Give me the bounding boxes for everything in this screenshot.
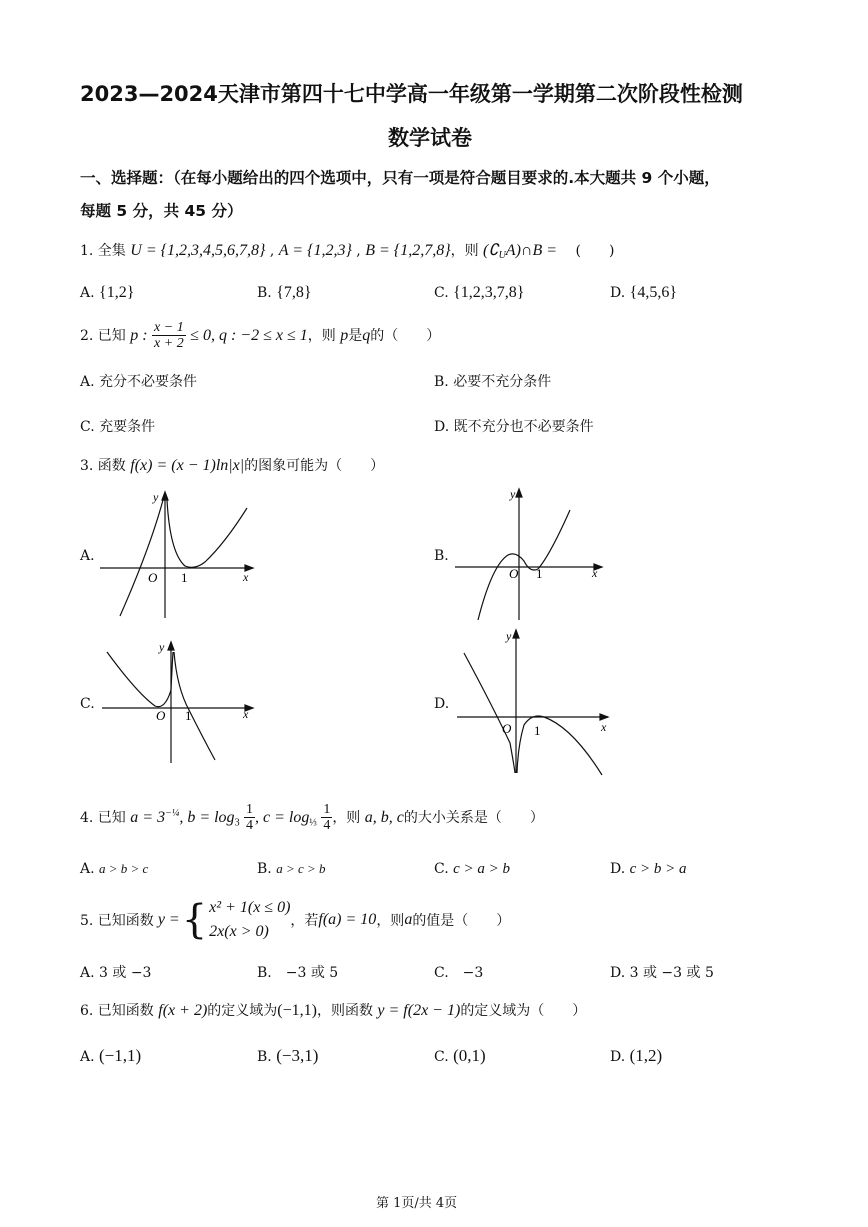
q5-cases	[209, 896, 290, 944]
q3-graph-b-x-label: x	[592, 566, 598, 580]
q1-option-b-label: B.	[257, 285, 272, 301]
q5-tail: 的值是（ ）	[412, 913, 511, 929]
q3-graph-c-y-label: y	[159, 640, 165, 654]
q2-stem	[80, 320, 440, 352]
q1-answer-paren: ( )	[575, 243, 615, 259]
q4-tail: 的大小关系是（ ）	[403, 809, 544, 826]
q1-set-b: B = {1,2,7,8}	[365, 242, 451, 259]
q4-option-b[interactable]	[257, 861, 326, 877]
q6-tail: 的定义域为（ ）	[460, 1003, 587, 1019]
q2-frac-den: x + 2	[154, 336, 184, 352]
q6-then-function: ，则函数	[316, 1003, 373, 1019]
q3-graph-a-x-label: x	[243, 570, 249, 584]
q2-option-d[interactable]: D. 既不充分也不必要条件	[434, 419, 594, 435]
q1-option-d[interactable]	[610, 284, 677, 302]
q5-brace: {	[181, 897, 208, 943]
q3-graph-d-y-arrow	[513, 630, 519, 638]
q4-option-d-value: c > b > a	[629, 861, 687, 877]
q5-if: ，若	[290, 913, 319, 929]
q2-option-a[interactable]: A. 充分不必要条件	[80, 374, 198, 390]
q1-option-d-label: D.	[610, 285, 626, 301]
q3-graph-b-one: 1	[536, 566, 543, 581]
q3-graph-c-y-arrow	[168, 642, 174, 650]
q6-option-a[interactable]	[80, 1046, 141, 1066]
q2-frac-num: x − 1	[154, 320, 184, 335]
q4-option-c-value: c > a > b	[453, 861, 511, 877]
q3-graph-b-y-label: y	[510, 487, 516, 501]
q6-domain-of: 的定义域为	[207, 1003, 278, 1019]
q5-option-d[interactable]: D. 3 或 −3 或 5	[610, 965, 714, 981]
q6-option-c-label: C.	[434, 1049, 449, 1065]
q3-graph-c-one: 1	[185, 708, 192, 723]
q3-graph-a-y-arrow	[162, 492, 168, 500]
q1-option-d-value: {4,5,6}	[629, 284, 677, 301]
q6-label: 6. 已知函数	[80, 1003, 154, 1019]
q6-option-a-label: A.	[80, 1049, 95, 1065]
q2-paren: 的（ ）	[370, 327, 441, 344]
q1-option-a[interactable]	[80, 284, 134, 302]
q4-option-d[interactable]	[610, 861, 687, 878]
q3-graph-a-left-curve	[120, 500, 163, 616]
q3-function: f(x) = (x − 1)ln|x|	[130, 457, 245, 474]
q2-fraction	[152, 320, 186, 352]
q3-graph-c-right-curve	[174, 652, 215, 760]
q3-graph-b[interactable]	[450, 485, 610, 625]
q4-b: , b = log	[179, 808, 235, 826]
q1-expr-rest: A)∩B =	[505, 242, 558, 259]
q4-option-d-label: D.	[610, 861, 626, 877]
q1-option-a-label: A.	[80, 285, 95, 301]
q3-graph-d-origin: O	[502, 721, 512, 736]
q4-option-a-value: a > b > c	[99, 861, 149, 876]
q3-graph-d[interactable]	[452, 625, 617, 777]
q5-label: 5. 已知函数	[80, 913, 154, 929]
q2-condition: ≤ 0, q : −2 ≤ x ≤ 1	[190, 326, 308, 344]
q6-f2: y = f(2x − 1)	[377, 1002, 461, 1019]
q1-option-a-value: {1,2}	[99, 284, 135, 301]
page-footer: 第 1页/共 4页	[376, 1196, 458, 1211]
q3-option-d[interactable]: D.	[434, 696, 450, 712]
q6-option-b-value: (−3,1)	[276, 1046, 319, 1065]
q2-p: p :	[130, 326, 148, 344]
q2-p-ref: p	[340, 326, 349, 344]
q5-option-b[interactable]: B. −3 或 5	[257, 965, 339, 981]
q6-option-b[interactable]	[257, 1046, 318, 1066]
q3-graph-c-origin: O	[156, 708, 166, 723]
q1-option-c-value: {1,2,3,7,8}	[453, 284, 525, 301]
q5-a: a	[404, 911, 413, 928]
q5-fa: f(a) = 10	[318, 911, 377, 928]
q3-option-b[interactable]: B.	[434, 548, 449, 564]
q4-a-exp: −¼	[165, 808, 180, 820]
q3-graph-c[interactable]	[97, 638, 262, 768]
exam-title-line1: 2023—2024天津市第四十七中学高一年级第一学期第二次阶段性检测	[80, 82, 743, 106]
q3-graph-d-left-curve	[464, 653, 515, 773]
q4-a: a = 3	[130, 808, 166, 826]
q3-option-c[interactable]: C.	[80, 696, 95, 712]
q3-stem	[80, 455, 384, 475]
q6-option-d[interactable]	[610, 1046, 662, 1066]
q6-domain: (−1,1)	[277, 1002, 317, 1019]
q1-stem: 1. 全集 U = {1,2,3,4,5,6,7,8} , A = {1,2,3} , B = {1,2,7,8}，则 $(∁_UA)\cap B$ = ( )	[80, 242, 615, 261]
q3-graph-a-right-curve	[167, 500, 247, 567]
q6-option-d-value: (1,2)	[629, 1046, 663, 1065]
q3-graph-c-x-label: x	[243, 707, 249, 721]
q5-option-a[interactable]: A. 3 或 −3	[80, 965, 152, 981]
q3-graph-a-y-label: y	[153, 490, 159, 504]
q3-graph-d-right-curve	[517, 716, 602, 775]
section-heading-line1: 一、选择题：（在每小题给出的四个选项中，只有一项是符合题目要求的.本大题共 9 个小题，	[80, 169, 720, 187]
q4-b-frac	[244, 802, 255, 834]
q6-stem	[80, 1000, 586, 1020]
q5-case2: 2x(x > 0)	[209, 923, 269, 940]
q1-option-b-value: {7,8}	[276, 284, 312, 301]
q4-b-den: 4	[246, 818, 254, 834]
q4-option-a[interactable]	[80, 861, 148, 877]
q3-graph-b-curve	[478, 510, 570, 620]
q4-b-num: 1	[246, 802, 254, 817]
q4-c-num: 1	[323, 802, 331, 817]
q1-expr-complement: (∁	[483, 242, 499, 259]
q2-label: 2. 已知	[80, 327, 126, 344]
q4-abc: a, b, c	[364, 808, 404, 826]
q3-graph-d-one: 1	[534, 723, 541, 738]
q1-option-c-label: C.	[434, 285, 449, 301]
q5-stem	[80, 894, 510, 946]
q3-graph-d-y-label: y	[506, 629, 512, 643]
q4-option-a-label: A.	[80, 861, 95, 877]
q4-stem	[80, 802, 544, 834]
q5-y: y =	[157, 911, 180, 928]
q1-set-a: A = {1,2,3}	[278, 242, 352, 259]
q3-graph-c-left-curve	[107, 652, 173, 707]
q6-option-c-value: (0,1)	[453, 1046, 486, 1065]
q2-is: 是	[348, 327, 363, 344]
q4-option-c-label: C.	[434, 861, 449, 877]
q4-label: 4. 已知	[80, 809, 126, 826]
q4-c-base: ⅓	[309, 817, 317, 829]
q1-set-u: U = {1,2,3,4,5,6,7,8}	[130, 242, 266, 259]
q3-graph-a[interactable]	[95, 488, 260, 623]
q6-f1: f(x + 2)	[158, 1002, 208, 1019]
q3-label: 3. 函数	[80, 458, 126, 474]
q2-option-b[interactable]: B. 必要不充分条件	[434, 374, 552, 390]
q1-label: 1. 全集	[80, 243, 126, 259]
q2-q-ref: q	[362, 326, 371, 344]
q6-option-b-label: B.	[257, 1049, 272, 1065]
exam-title-line2: 数学试卷	[388, 126, 472, 150]
q4-c: , c = log	[255, 808, 310, 826]
q4-b-base: 3	[234, 817, 240, 829]
q5-then: ，则	[376, 913, 405, 929]
q6-option-d-label: D.	[610, 1049, 626, 1065]
q2-option-c[interactable]: C. 充要条件	[80, 419, 156, 435]
q3-tail: 的图象可能为（ ）	[244, 458, 385, 474]
q3-option-a[interactable]: A.	[80, 548, 95, 564]
q3-graph-d-x-label: x	[601, 720, 607, 734]
q3-graph-a-one: 1	[181, 570, 188, 585]
q6-option-c[interactable]	[434, 1046, 486, 1066]
q1-option-c[interactable]	[434, 284, 524, 302]
q4-then: ，则	[332, 809, 361, 826]
q2-then: ，则	[307, 327, 336, 344]
q3-graph-a-origin: O	[148, 570, 158, 585]
q1-option-b[interactable]	[257, 284, 312, 302]
q4-c-frac	[321, 802, 332, 834]
q5-option-c[interactable]: C. −3	[434, 965, 484, 981]
q4-option-b-label: B.	[257, 861, 272, 877]
q6-option-a-value: (−1,1)	[99, 1046, 142, 1065]
q4-option-c[interactable]	[434, 861, 510, 878]
q4-c-den: 4	[323, 818, 331, 834]
q3-graph-b-origin: O	[509, 566, 519, 581]
q1-then: ，则	[450, 243, 479, 259]
q5-case1: x² + 1(x ≤ 0)	[209, 899, 291, 916]
q4-option-b-value: a > c > b	[276, 861, 326, 876]
section-heading-line2: 每题 5 分，共 45 分）	[80, 202, 243, 220]
q1-expr-sub: U	[498, 250, 506, 261]
q3-graph-b-y-arrow	[516, 489, 522, 497]
